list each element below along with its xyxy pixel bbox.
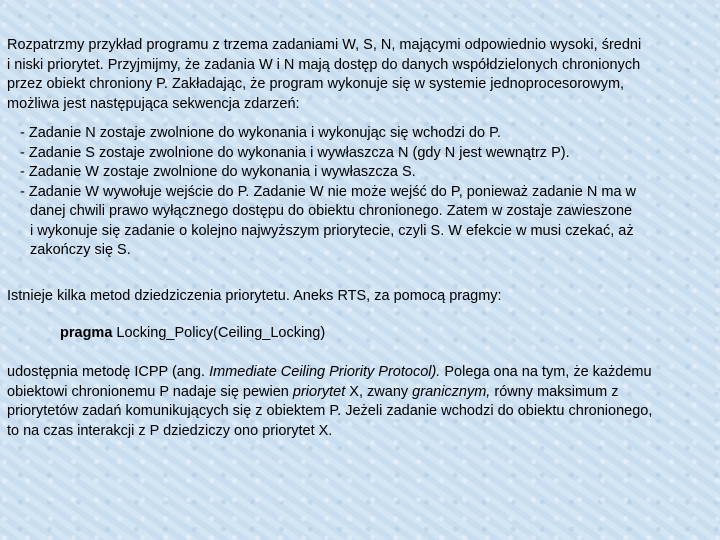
intro-line: przez obiekt chroniony P. Zakładając, że program wykonuje się w systemie jednoprocesorowym, — [7, 76, 625, 92]
event-item: - Zadanie W zostaje zwolnione do wykonania i wywłaszcza S. — [20, 164, 416, 180]
event-item: - Zadanie S zostaje zwolnione do wykonania i wywłaszcza N (gdy N jest wewnątrz P). — [20, 144, 570, 161]
event-item-continuation: zakończy się S. — [30, 242, 131, 258]
methods-paragraph — [7, 287, 717, 307]
icpp-line — [7, 383, 717, 403]
methods-text: Istnieje kilka metod dziedziczenia priorytetu. Aneks RTS, za pomocą pragmy: — [7, 288, 502, 304]
icpp-paragraph — [7, 363, 717, 441]
event-item: - Zadanie W wywołuje wejście do P. Zadanie W nie może wejść do P, ponieważ zadanie N ma w — [20, 183, 637, 200]
icpp-term-priority: priorytet — [292, 383, 346, 400]
event-item-continuation: danej chwili prawo wyłącznego dostępu do obiektu chronionego. Zatem w zostaje zawieszone — [30, 203, 633, 219]
icpp-text: Polega ona na tym, że każdemu — [440, 364, 652, 380]
intro-line: możliwa jest następująca sekwencja zdarzeń: — [7, 95, 300, 112]
icpp-protocol-name: Immediate Ceiling Priority Protocol). — [209, 364, 441, 380]
intro-line: Rozpatrzmy przykład programu z trzema zadaniami W, S, N, mającymi odpowiednio wysoki, średni — [7, 37, 642, 53]
intro-line: i niski priorytet. Przyjmijmy, że zadania W i N mają dostęp do danych współdzielonych chronionych — [7, 56, 641, 73]
event-item-continuation: i wykonuje się zadanie o kolejno najwyższym priorytecie, czyli S. W efekcie w musi czekać, aż — [30, 222, 634, 239]
icpp-text: X, zwany — [345, 383, 413, 400]
pragma-keyword: pragma — [60, 325, 113, 341]
icpp-line: to na czas interakcji z P dziedziczy ono priorytet X. — [7, 422, 333, 439]
icpp-line: priorytetów zadań komunikujących się z obiektem P. Jeżeli zadanie wchodzi do obiektu chronionego, — [7, 403, 653, 419]
intro-paragraph — [7, 36, 717, 114]
icpp-text: obiektowi chronionemu P nadaje się pewien — [7, 383, 293, 400]
pragma-statement: Locking_Policy(Ceiling_Locking) — [112, 325, 326, 341]
pragma-code-line — [60, 324, 720, 344]
event-item: - Zadanie N zostaje zwolnione do wykonania i wykonując się wchodzi do P. — [20, 125, 501, 141]
icpp-text: udostępnia metodę ICPP (ang. — [7, 364, 210, 380]
icpp-term-ceiling: granicznym, — [412, 383, 491, 400]
icpp-line — [7, 363, 717, 383]
icpp-text: równy maksimum z — [490, 383, 619, 400]
event-sequence-list — [20, 124, 710, 261]
